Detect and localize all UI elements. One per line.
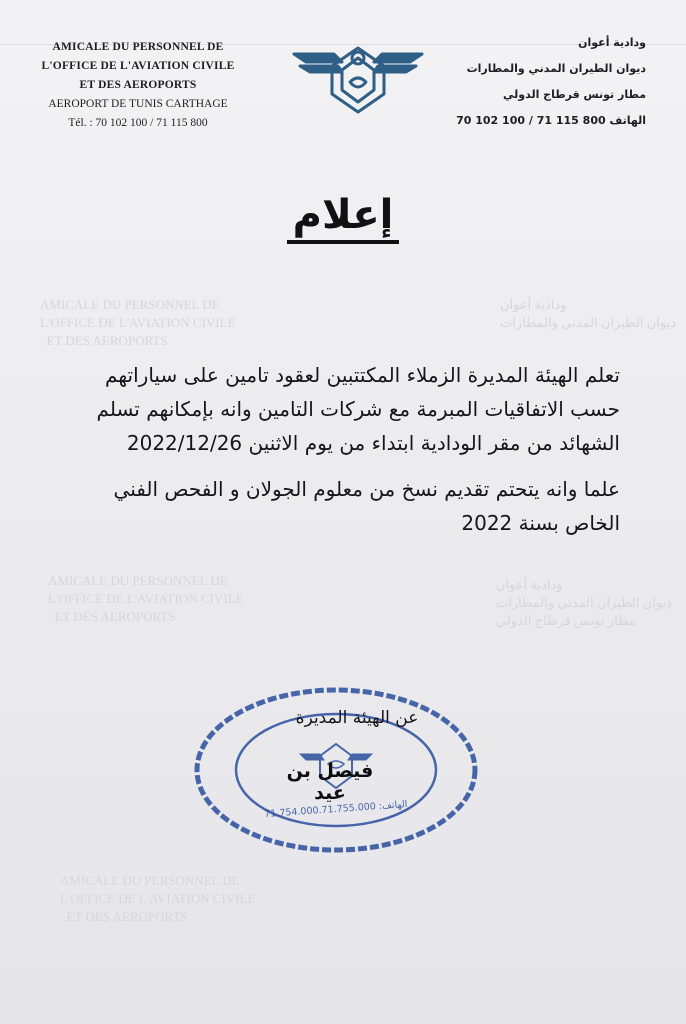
letterhead-ar-line2: ديوان الطيران المدني والمطارات: [466, 62, 646, 75]
letterhead-ar-line1: ودادية أعوان: [578, 36, 646, 49]
aviation-emblem-icon: [292, 44, 424, 116]
bleed-through-text: AMICALE DU PERSONNEL DE L'OFFICE DE L'AVIATION CIVILE ET DES AEROPORTS: [60, 873, 256, 924]
signature-label: عن الهيئة المديرة: [295, 708, 419, 728]
announcement-paragraph-1: [30, 358, 620, 460]
body-line-4: علما وانه يتحتم تقديم نسخ من معلوم الجولان و الفحص الفني: [113, 477, 620, 501]
stamp-phone-text: الهاتف: 71.754.000.71.755.000: [263, 799, 408, 820]
body-line-3: الشهائد من مقر الودادية ابتداء من يوم الاثنين 2022/12/26: [126, 431, 620, 455]
letterhead-fr-line3: ET DES AEROPORTS: [79, 79, 197, 91]
bleed-through-text: AMICALE DU PERSONNEL DE L'OFFICE DE L'AVIATION CIVILE ET DES AEROPORTS: [48, 573, 244, 624]
bleed-through-text: ودادية أعوان ديوان الطيران المدني والمطارات مطار تونس قرطاج الدولي: [496, 577, 673, 628]
bleed-through-text: ودادية أعوان ديوان الطيران المدني والمطارات: [500, 297, 677, 330]
body-line-2: حسب الاتفاقيات المبرمة مع شركات التامين وانه بإمكانهم تسلم: [96, 397, 620, 421]
body-line-1: تعلم الهيئة المديرة الزملاء المكتتبين لعقود تامين على سياراتهم: [105, 363, 620, 387]
signature-name: فيصل بن عيد: [286, 760, 374, 804]
announcement-paragraph-2: [30, 472, 620, 540]
letterhead-fr-line4: AEROPORT DE TUNIS CARTHAGE: [48, 98, 228, 110]
letterhead-arabic: [446, 30, 646, 134]
announcement-heading: [0, 192, 686, 244]
letterhead-fr-phone: Tél. : 70 102 100 / 71 115 800: [68, 117, 208, 129]
letterhead-fr-line2: L'OFFICE DE L'AVIATION CIVILE: [41, 60, 235, 72]
announcement-title: إعلام: [287, 192, 400, 244]
letterhead-ar-line3: مطار تونس قرطاج الدولي: [503, 88, 646, 101]
bleed-through-text: AMICALE DU PERSONNEL DE L'OFFICE DE L'AVIATION CIVILE ET DES AEROPORTS: [40, 297, 236, 348]
letterhead-french: [38, 38, 238, 133]
letterhead-ar-phone: الهاتف 800 115 71 / 100 102 70: [456, 114, 646, 127]
body-line-5: الخاص بسنة 2022: [461, 511, 620, 535]
letterhead-fr-line1: AMICALE DU PERSONNEL DE: [52, 41, 224, 53]
